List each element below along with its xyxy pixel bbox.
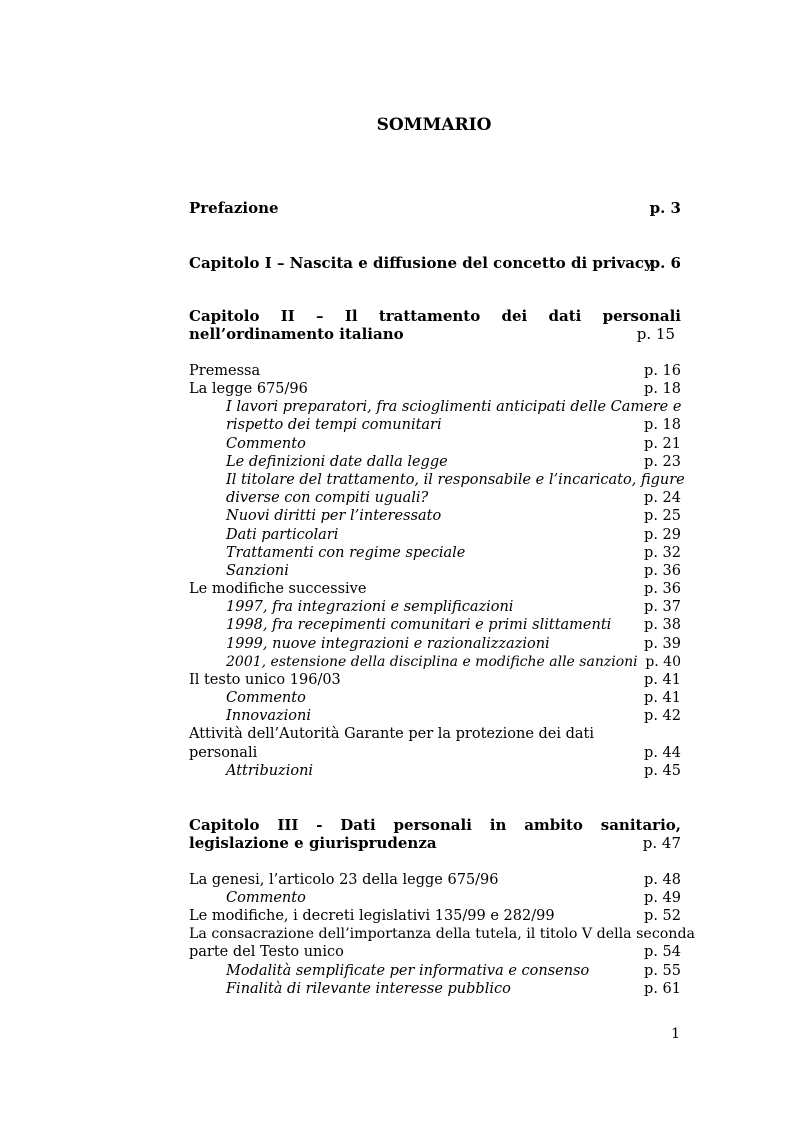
toc-entry-page: p. 39 <box>644 636 681 652</box>
toc-entry-page: p. 38 <box>644 617 681 633</box>
toc-entry-page: p. 45 <box>644 763 681 779</box>
toc-entry-page: p. 40 <box>645 654 681 670</box>
toc-entry-prefazione[interactable] <box>189 199 681 217</box>
toc-entry-page: p. 25 <box>644 508 681 524</box>
toc-entry-label: Sanzioni <box>226 563 289 579</box>
toc-entry-label: I lavori preparatori, fra scioglimenti anticipati delle Camere e <box>226 399 682 415</box>
toc-entry-page: p. 37 <box>644 599 681 615</box>
toc-entry-label: 1997, fra integrazioni e semplificazioni <box>226 599 514 615</box>
toc-entry-page: p. 18 <box>644 417 681 433</box>
toc-entry-page: p. 55 <box>644 963 681 979</box>
toc-entry-label: Le modifiche successive <box>189 581 367 597</box>
toc-entry-capitolo-2-line2[interactable] <box>189 325 681 343</box>
toc-entry-label: La consacrazione dell’importanza della tutela, il titolo V della seconda <box>189 926 695 942</box>
toc-entry-page: p. 32 <box>644 545 681 561</box>
toc-entry[interactable] <box>189 416 681 434</box>
toc-entry-page: p. 41 <box>644 672 681 688</box>
toc-entry[interactable] <box>189 907 681 925</box>
toc-entry[interactable] <box>189 507 681 525</box>
toc-entry[interactable] <box>189 562 681 580</box>
toc-entry-page: p. 36 <box>644 581 681 597</box>
toc-entry-page: p. 29 <box>644 527 681 543</box>
toc-entry[interactable] <box>189 489 681 507</box>
toc-entry-page: p. 6 <box>649 254 681 272</box>
toc-entry-label: La genesi, l’articolo 23 della legge 675/96 <box>189 872 499 888</box>
toc-entry-label: Dati particolari <box>226 527 339 543</box>
toc-entry[interactable] <box>189 526 681 544</box>
toc-entry-label: Attribuzioni <box>226 763 314 779</box>
toc-entry-label: Commento <box>226 890 306 906</box>
toc-entry-label: Le modifiche, i decreti legislativi 135/99 e 282/99 <box>189 908 555 924</box>
toc-entry-label: 1998, fra recepimenti comunitari e primi slittamenti <box>226 617 612 633</box>
toc-entry-label: Commento <box>226 690 306 706</box>
toc-entry-label: Finalità di rilevante interesse pubblico <box>226 981 511 997</box>
toc-entry[interactable] <box>189 980 681 998</box>
toc-entry-page: p. 54 <box>644 944 681 960</box>
toc-entry-label: Attività dell’Autorità Garante per la protezione dei dati <box>189 726 595 742</box>
toc-entry-page: p. 15 <box>636 325 675 343</box>
toc-entry-page: p. 47 <box>642 834 681 852</box>
toc-entry[interactable] <box>189 398 681 416</box>
toc-entry-label: legislazione e giurisprudenza <box>189 834 437 852</box>
toc-entry[interactable] <box>189 380 681 398</box>
toc-entry-capitolo-2-line1[interactable]: Capitolo II – Il trattamento dei dati personali <box>189 307 681 325</box>
toc-entry[interactable] <box>189 471 685 489</box>
toc-entry[interactable] <box>189 943 681 961</box>
toc-entry-page: p. 42 <box>644 708 681 724</box>
toc-entry[interactable] <box>189 707 681 725</box>
toc-entry-label: Modalità semplificate per informativa e consenso <box>226 963 590 979</box>
toc-entry-label: Innovazioni <box>226 708 311 724</box>
toc-entry-label: Il titolare del trattamento, il responsabile e l’incaricato, figure <box>226 472 685 488</box>
toc-entry-page: p. 23 <box>644 454 681 470</box>
toc-entry-label: nell’ordinamento italiano <box>189 325 404 343</box>
toc-entry-label: Trattamenti con regime speciale <box>226 545 466 561</box>
toc-entry[interactable] <box>189 889 681 907</box>
toc-entry[interactable] <box>189 962 681 980</box>
toc-entry-label: La legge 675/96 <box>189 381 308 397</box>
toc-entry-page: p. 44 <box>644 745 681 761</box>
toc-entry-label: Prefazione <box>189 199 279 217</box>
toc-entry[interactable] <box>189 435 681 453</box>
toc-entry-label: 1999, nuove integrazioni e razionalizzazioni <box>226 636 550 652</box>
toc-entry[interactable] <box>189 635 681 653</box>
toc-entry[interactable] <box>189 453 681 471</box>
toc-entry-page: p. 3 <box>649 199 681 217</box>
toc-entry-label: Il testo unico 196/03 <box>189 672 341 688</box>
toc-entry[interactable] <box>189 925 695 943</box>
toc-entry-page: p. 36 <box>644 563 681 579</box>
toc-entry-label: Premessa <box>189 363 261 379</box>
toc-entry-label: Nuovi diritti per l’interessato <box>226 508 442 524</box>
toc-entry-capitolo-3-line1[interactable]: Capitolo III - Dati personali in ambito sanitario, <box>189 816 681 834</box>
toc-entry-page: p. 18 <box>644 381 681 397</box>
toc-entry-page: p. 21 <box>644 436 681 452</box>
toc-entry[interactable] <box>189 689 681 707</box>
toc-entry[interactable] <box>189 653 681 671</box>
toc-entry[interactable] <box>189 544 681 562</box>
toc-entry[interactable] <box>189 598 681 616</box>
toc-entry[interactable] <box>189 362 681 380</box>
toc-entry-label: personali <box>189 745 258 761</box>
page-number: 1 <box>671 1026 680 1042</box>
toc-entry-page: p. 61 <box>644 981 681 997</box>
toc-entry[interactable] <box>189 725 681 743</box>
toc-entry-capitolo-3-line2[interactable] <box>189 834 681 852</box>
toc-entry[interactable] <box>189 762 681 780</box>
toc-entry-page: p. 16 <box>644 363 681 379</box>
toc-entry-label: rispetto dei tempi comunitari <box>226 417 442 433</box>
toc-entry-page: p. 24 <box>644 490 681 506</box>
toc-entry-page: p. 48 <box>644 872 681 888</box>
toc-entry[interactable] <box>189 671 681 689</box>
toc-entry-label: Capitolo I – Nascita e diffusione del concetto di privacy <box>189 254 653 272</box>
toc-entry[interactable] <box>189 580 681 598</box>
toc-entry-label: Le definizioni date dalla legge <box>226 454 448 470</box>
toc-entry[interactable] <box>189 871 681 889</box>
toc-entry[interactable] <box>189 616 681 634</box>
toc-entry-page: p. 41 <box>644 690 681 706</box>
toc-entry[interactable] <box>189 744 681 762</box>
toc-entry-capitolo-1[interactable] <box>189 254 681 272</box>
toc-entry-label: 2001, estensione della disciplina e modifiche alle sanzioni <box>226 654 638 670</box>
toc-entry-label: Commento <box>226 436 306 452</box>
toc-entry-label: diverse con compiti uguali? <box>226 490 429 506</box>
page-title: SOMMARIO <box>376 115 492 135</box>
toc-entry-page: p. 49 <box>644 890 681 906</box>
toc-entry-page: p. 52 <box>644 908 681 924</box>
toc-entry-label: parte del Testo unico <box>189 944 344 960</box>
